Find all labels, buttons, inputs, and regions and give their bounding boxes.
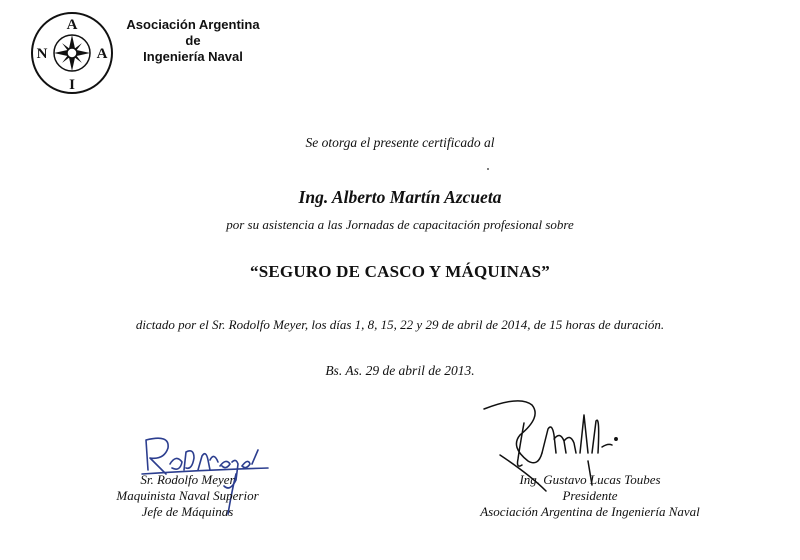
logo-letter-bottom: I bbox=[69, 77, 75, 93]
logo-letter-top: A bbox=[66, 17, 78, 33]
signer-position-left: Jefe de Máquinas bbox=[141, 504, 234, 519]
course-details: dictado por el Sr. Rodolfo Meyer, los días 1, 8, 15, 22 y 29 de abril de 2014, de 15 horas de duración. bbox=[135, 317, 665, 332]
recipient-name: Ing. Alberto Martín Azcueta bbox=[298, 187, 502, 207]
logo-letter-left: N bbox=[36, 46, 48, 62]
signature-block-right bbox=[460, 472, 720, 520]
signer-name-right: Ing. Gustavo Lucas Toubes bbox=[519, 472, 661, 487]
signature-block-left bbox=[100, 472, 275, 520]
organization-name bbox=[108, 17, 278, 65]
signer-title-left: Maquinista Naval Superior bbox=[116, 488, 259, 503]
signer-title-right: Presidente bbox=[562, 488, 618, 503]
org-name-line3: Ingeniería Naval bbox=[143, 49, 243, 64]
stray-dot bbox=[487, 168, 489, 170]
place-and-date: Bs. As. 29 de abril de 2013. bbox=[325, 363, 475, 378]
attendance-text: por su asistencia a las Jornadas de capacitación profesional sobre bbox=[226, 217, 574, 232]
logo-letter-right: A bbox=[96, 46, 108, 62]
signer-name-left: Sr. Rodolfo Meyer bbox=[140, 472, 235, 487]
signer-organization-right: Asociación Argentina de Ingeniería Naval bbox=[480, 504, 700, 519]
aain-logo-emblem bbox=[30, 11, 114, 95]
org-name-line2: de bbox=[185, 33, 201, 48]
org-name-line1: Asociación Argentina bbox=[126, 17, 260, 32]
course-title: “SEGURO DE CASCO Y MÁQUINAS” bbox=[250, 262, 550, 281]
certificate-intro: Se otorga el presente certificado al bbox=[305, 135, 495, 150]
